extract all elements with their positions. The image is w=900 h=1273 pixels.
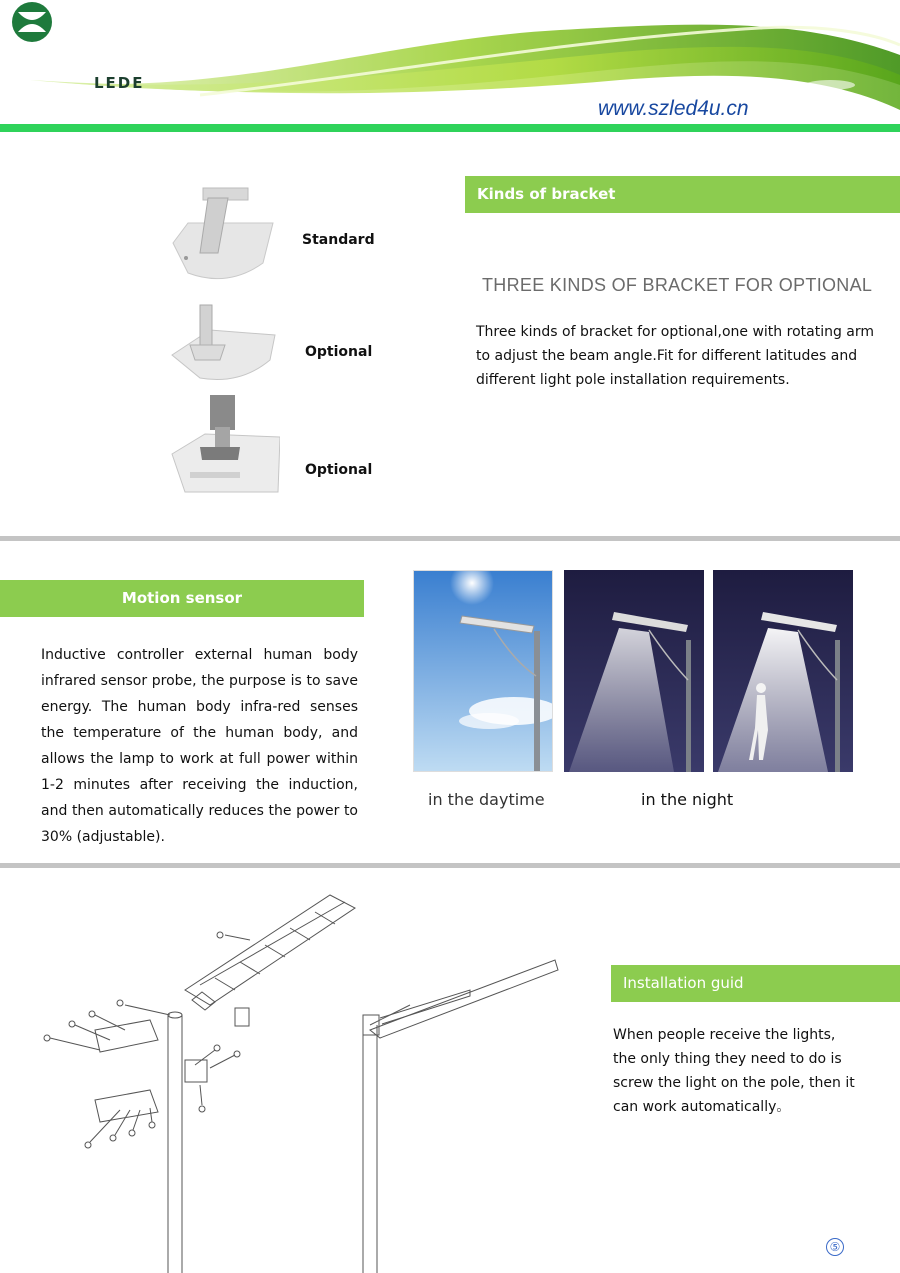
bracket-heading: THREE KINDS OF BRACKET FOR OPTIONAL [482,275,873,295]
page-number: ⑤ [826,1238,844,1256]
logo-text: LEDE [94,74,145,92]
kinds-of-bracket-title: Kinds of bracket [465,176,900,213]
optional-bracket-image-2 [170,392,280,502]
bracket-label-optional-1: Optional [305,344,373,360]
page-header [0,0,900,140]
section-divider-1 [0,536,900,541]
bracket-label-standard: Standard [302,232,375,248]
daytime-photo [413,570,553,772]
motion-sensor-title: Motion sensor [0,580,364,617]
lede-logo [0,0,70,70]
section-divider-2 [0,863,900,868]
website-url[interactable]: www.szled4u.cn [598,97,749,120]
night-photo-1 [564,570,704,772]
installation-diagram [30,890,570,1273]
installation-guide-title: Installation guid [611,965,900,1002]
caption-daytime: in the daytime [428,790,545,809]
bracket-description: Three kinds of bracket for optional,one with rotating arm to adjust the beam angle.Fit for different latitudes and different light pole installation requirements. [476,324,875,388]
bracket-label-optional-2: Optional [305,462,373,478]
green-wave-banner [0,0,900,140]
standard-bracket-image [168,183,278,293]
night-photo-2 [713,570,853,772]
motion-sensor-description: Inductive controller external human body infrared sensor probe, the purpose is to save energy. The human body infra-red senses the temperature of the human body, and allows the lamp to work at full power within 1-2 minutes after receiving the induction, and then automatically reduces the power to 30% (adjustable). [41,647,358,845]
caption-night: in the night [641,790,734,809]
installation-description: When people receive the lights, the only thing they need to do is screw the light on the pole, then it can work automatically。 [613,1027,855,1115]
